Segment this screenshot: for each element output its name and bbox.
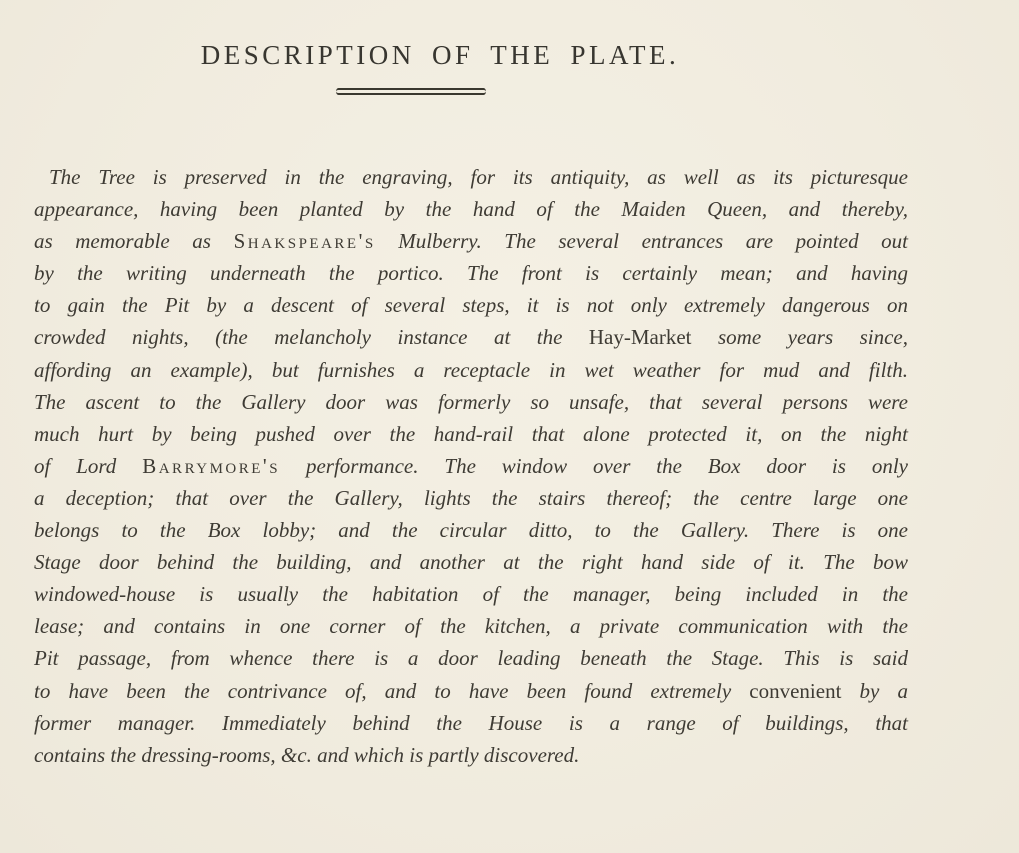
text-line	[34, 289, 908, 321]
text-line	[34, 482, 908, 514]
italic-text: The ascent to the Gallery door was formerly so unsafe, that several persons were	[34, 389, 908, 414]
text-line	[34, 578, 908, 610]
roman-text: convenient	[749, 678, 842, 703]
italic-text: of Lord	[34, 453, 143, 478]
text-line	[34, 610, 908, 642]
italic-text: by a	[841, 678, 908, 703]
smallcaps-text: Shakspeare's	[233, 229, 376, 254]
italic-text: some years since,	[691, 325, 908, 350]
text-line	[34, 739, 908, 771]
paragraph	[34, 161, 908, 771]
text-line	[34, 514, 908, 546]
italic-text: to gain the Pit by a descent of several steps, it is not only extremely dangerous on	[34, 293, 908, 318]
text-line	[34, 675, 908, 707]
roman-text: Hay-Market	[588, 325, 692, 350]
italic-text: affording an example), but furnishes a receptacle in wet weather for mud and filth.	[34, 357, 908, 382]
text-line	[34, 418, 908, 450]
italic-text: appearance, having been planted by the hand of the Maiden Queen, and thereby,	[34, 197, 908, 222]
text-line	[34, 707, 908, 739]
smallcaps-text: Barrymore's	[142, 453, 281, 478]
italic-text: Stage door behind the building, and another at the right hand side of it. The bow	[34, 550, 908, 575]
italic-text: former manager. Immediately behind the House is a range of buildings, that	[34, 710, 908, 735]
text-line	[34, 257, 908, 289]
text-line	[34, 642, 908, 674]
italic-text: a deception; that over the Gallery, lights the stairs thereof; the centre large one	[34, 485, 908, 510]
italic-text: Pit passage, from whence there is a door leading beneath the Stage. This is said	[34, 646, 908, 671]
italic-text: to have been the contrivance of, and to have been found extremely	[34, 678, 750, 703]
text-line	[34, 546, 908, 578]
text-line	[34, 193, 908, 225]
text-line	[34, 321, 908, 353]
text-line	[34, 161, 908, 193]
double-rule-ornament	[336, 88, 486, 95]
italic-text: much hurt by being pushed over the hand-rail that alone protected it, on the night	[34, 421, 908, 446]
italic-text: The Tree is preserved in the engraving, for its antiquity, as well as its picturesque	[49, 165, 908, 189]
italic-text: as memorable as	[34, 229, 234, 254]
text-line	[34, 354, 908, 386]
italic-text: lease; and contains in one corner of the kitchen, a private communication with the	[34, 614, 908, 639]
italic-text: performance. The window over the Box door is only	[280, 453, 908, 478]
text-line	[34, 386, 908, 418]
italic-text: windowed-house is usually the habitation of the manager, being included in the	[34, 582, 908, 607]
text-line	[34, 225, 908, 257]
page-title: DESCRIPTION OF THE PLATE.	[200, 40, 680, 70]
italic-text: belongs to the Box lobby; and the circular ditto, to the Gallery. There is one	[34, 518, 908, 543]
italic-text: contains the dressing-rooms, &c. and which is partly discovered.	[34, 742, 580, 767]
italic-text: Mulberry. The several entrances are pointed out	[375, 229, 908, 254]
italic-text: crowded nights, (the melancholy instance at the	[34, 325, 589, 350]
text-line	[34, 450, 908, 482]
italic-text: by the writing underneath the portico. The front is certainly mean; and having	[34, 261, 908, 286]
